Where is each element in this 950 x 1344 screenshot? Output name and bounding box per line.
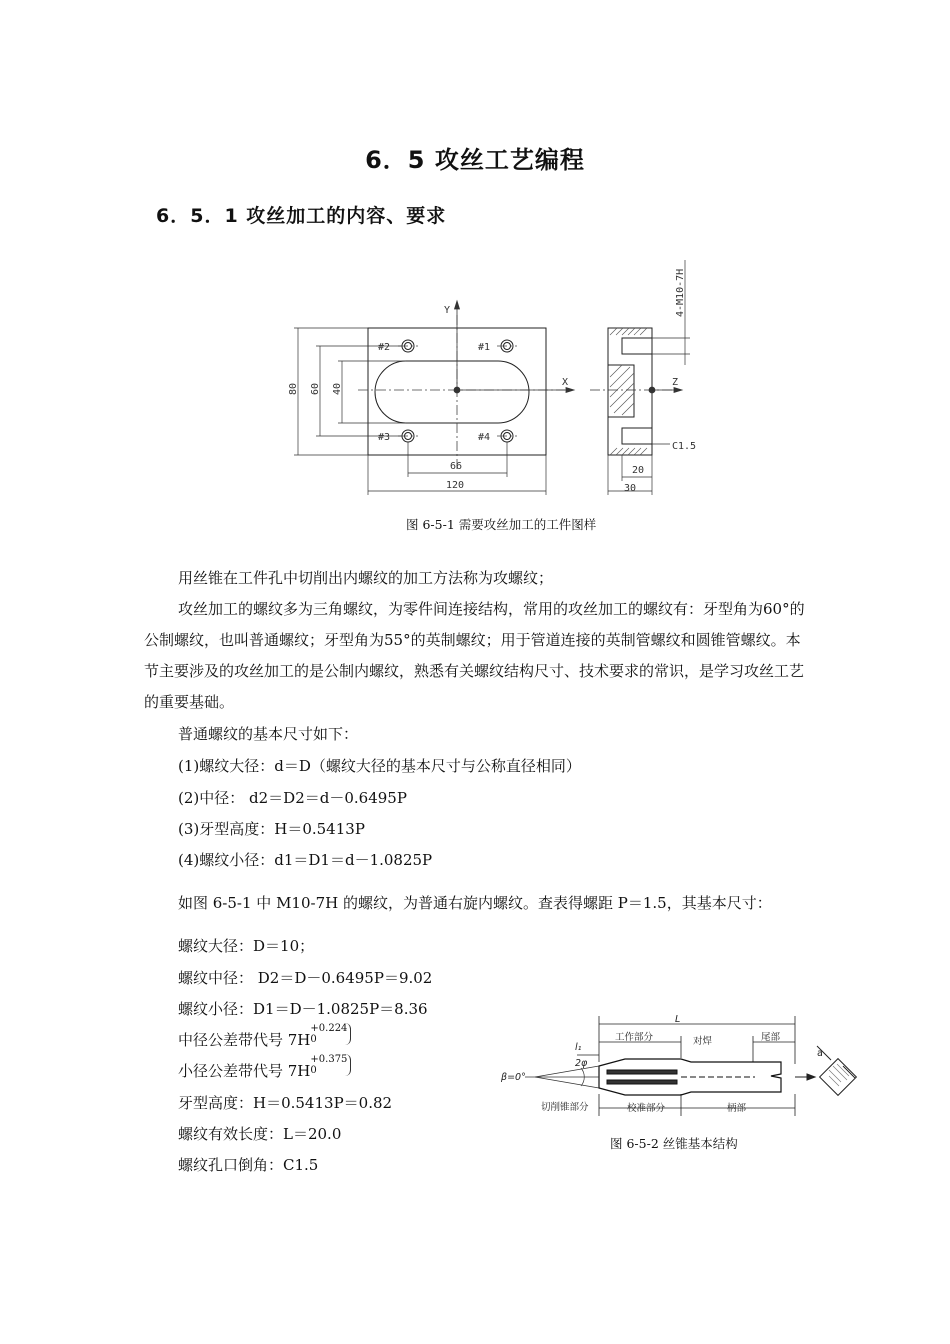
x-arrow	[566, 388, 574, 393]
label-calib: 校准部分	[627, 1103, 666, 1114]
label-weld: 对焊	[693, 1036, 713, 1047]
hole-4-label: #4	[478, 432, 491, 443]
z-axis-label: Z	[672, 377, 679, 388]
y-arrow	[455, 301, 460, 309]
label-cut: 切削锥部分	[541, 1102, 589, 1113]
minor-tol-deviation: +0.375 0	[310, 1054, 351, 1076]
square-section	[820, 1059, 857, 1096]
basic-item-2: (2)中径： d2＝D2＝d－0.6495P	[178, 789, 407, 807]
dim-60: 60	[310, 382, 321, 395]
tap-structure-drawing	[495, 1012, 865, 1130]
thread-label: 4-M10-7H	[675, 268, 686, 317]
label-tail: 尾部	[761, 1032, 781, 1043]
label-2phi: 2φ	[575, 1058, 588, 1069]
pitch-tol-deviation: +0.224 0	[310, 1023, 351, 1045]
z-arrow	[674, 388, 682, 393]
spec-minor: 螺纹小径：D1＝D－1.0825P＝8.36	[178, 1000, 428, 1018]
spec-pitch-tol: 中径公差带代号 7H +0.224 0	[178, 1029, 351, 1050]
side-view-outline	[608, 328, 652, 455]
spec-minor-tol: 小径公差带代号 7H +0.375 0	[178, 1060, 351, 1081]
basic-item-3: (3)牙型高度：H＝0.5413P	[178, 820, 365, 838]
basic-item-4: (4)螺纹小径：d1＝D1＝d－1.0825P	[178, 851, 433, 869]
spec-major: 螺纹大径：D＝10；	[178, 937, 315, 955]
spec-pitch-dia: 螺纹中径： D2＝D－0.6495P＝9.02	[178, 969, 433, 987]
label-L: L	[675, 1014, 681, 1025]
dim-30: 30	[624, 483, 637, 494]
figure1-caption: 图 6-5-1 需要攻丝加工的工件图样	[406, 517, 597, 532]
chamfer-label: C1.5	[672, 441, 697, 452]
y-axis-label: Y	[444, 305, 451, 316]
label-beta: β=0°	[501, 1072, 526, 1083]
dim-80: 80	[288, 382, 299, 395]
workpiece-drawing	[280, 255, 700, 500]
label-shank: 柄部	[727, 1103, 747, 1114]
hole-1-label: #1	[478, 342, 491, 353]
spec-chamfer: 螺纹孔口倒角：C1.5	[178, 1156, 319, 1174]
dim-20: 20	[632, 465, 645, 476]
page-title: 6．5 攻丝工艺编程	[365, 146, 585, 174]
label-work: 工作部分	[615, 1032, 654, 1043]
basic-heading: 普通螺纹的基本尺寸如下：	[178, 725, 359, 743]
slot-outline	[375, 361, 529, 423]
dim-40: 40	[332, 382, 343, 395]
spec-height: 牙型高度：H＝0.5413P＝0.82	[178, 1094, 393, 1112]
basic-item-1: (1)螺纹大径：d＝D（螺纹大径的基本尺寸与公称直径相同）	[178, 757, 581, 775]
body-paragraph: 攻丝加工的螺纹多为三角螺纹，为零件间连接结构，常用的攻丝加工的螺纹有：牙型角为60°的公制螺纹，也叫普通螺纹；牙型角为55°的英制螺纹；用于管道连接的英制管螺纹和圆锥管螺纹。本节主要涉及的攻丝加工的是公制内螺纹，熟悉有关螺纹结构尺寸、技术要求的常识，是学习攻丝工艺的重要基础。	[144, 600, 805, 711]
label-l1: l₁	[575, 1042, 582, 1053]
label-a: a	[817, 1048, 823, 1059]
dim-66: 66	[450, 461, 463, 472]
x-axis-label: X	[562, 377, 569, 388]
section-heading: 6．5．1 攻丝加工的内容、要求	[156, 205, 447, 227]
origin-dot	[454, 387, 460, 393]
dim-120: 120	[446, 480, 465, 491]
hole-2-label: #2	[378, 342, 391, 353]
example-text: 如图 6-5-1 中 M10-7H 的螺纹，为普通右旋内螺纹。查表得螺距 P＝1.5，其基本尺寸：	[178, 894, 772, 912]
hole-3-label: #3	[378, 432, 391, 443]
spec-length: 螺纹有效长度：L＝20.0	[178, 1125, 342, 1143]
intro-text: 用丝锥在工件孔中切削出内螺纹的加工方法称为攻螺纹；	[178, 569, 554, 587]
figure2-caption: 图 6-5-2 丝锥基本结构	[610, 1136, 738, 1151]
